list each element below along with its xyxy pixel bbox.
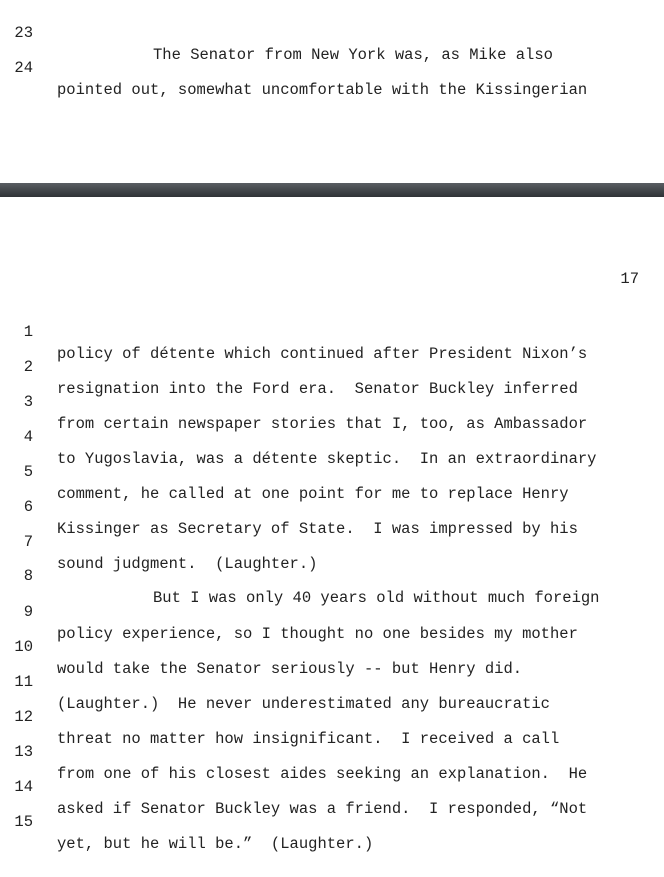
line-number: 13 <box>14 743 33 761</box>
line-text: to Yugoslavia, was a détente skeptic. In an extraordinary <box>57 450 597 468</box>
line-text: would take the Senator seriously -- but Henry did. <box>57 660 523 678</box>
transcript-line <box>0 543 664 607</box>
page-number: 17 <box>620 270 639 288</box>
line-number: 2 <box>23 358 33 376</box>
line-text: resignation into the Ford era. Senator Buckley inferred <box>57 380 578 398</box>
line-text: policy experience, so I thought no one besides my mother <box>57 625 578 643</box>
line-text: But I was only 40 years old without much foreign <box>153 589 600 607</box>
line-text: yet, but he will be.” (Laughter.) <box>57 835 374 853</box>
transcript-line <box>0 719 664 783</box>
line-text: The Senator from New York was, as Mike also <box>153 46 553 64</box>
line-number: 10 <box>14 638 33 656</box>
line-text: threat no matter how insignificant. I received a call <box>57 730 560 748</box>
transcript-line <box>0 789 664 853</box>
line-number: 24 <box>14 59 33 77</box>
line-text: policy of détente which continued after President Nixon’s <box>57 345 588 363</box>
line-number: 9 <box>23 603 33 621</box>
line-text: sound judgment. (Laughter.) <box>57 555 318 573</box>
line-number: 5 <box>23 463 33 481</box>
line-number: 6 <box>23 498 33 516</box>
transcript-line <box>0 334 664 398</box>
transcript-line <box>0 579 664 643</box>
line-text: pointed out, somewhat uncomfortable with the Kissingerian <box>57 81 588 99</box>
transcript-line <box>0 649 664 713</box>
line-number: 4 <box>23 428 33 446</box>
transcript-line <box>0 509 664 573</box>
line-text: asked if Senator Buckley was a friend. I responded, “Not <box>57 800 588 818</box>
line-number: 7 <box>23 533 33 551</box>
line-text: Kissinger as Secretary of State. I was impressed by his <box>57 520 578 538</box>
transcript-page-bottom <box>0 197 664 853</box>
transcript-line <box>0 0 664 64</box>
transcript-line <box>0 614 664 678</box>
transcript-line <box>0 369 664 433</box>
transcript-line <box>0 754 664 818</box>
line-number: 8 <box>23 567 33 585</box>
line-text: comment, he called at one point for me to replace Henry <box>57 485 569 503</box>
line-number: 14 <box>14 778 33 796</box>
line-number: 1 <box>23 323 33 341</box>
transcript-line <box>0 439 664 503</box>
page-separator <box>0 183 664 197</box>
line-text: from certain newspaper stories that I, too, as Ambassador <box>57 415 588 433</box>
transcript-page-top <box>0 0 664 183</box>
line-text: from one of his closest aides seeking an explanation. He <box>57 765 588 783</box>
line-number: 12 <box>14 708 33 726</box>
transcript-line <box>0 474 664 538</box>
transcript-line <box>0 684 664 748</box>
line-number: 3 <box>23 393 33 411</box>
line-number: 11 <box>14 673 33 691</box>
transcript-line <box>0 299 664 363</box>
transcript-line <box>0 404 664 468</box>
transcript-line <box>0 35 664 99</box>
line-number: 23 <box>14 24 33 42</box>
line-number: 15 <box>14 813 33 831</box>
line-text: (Laughter.) He never underestimated any bureaucratic <box>57 695 550 713</box>
